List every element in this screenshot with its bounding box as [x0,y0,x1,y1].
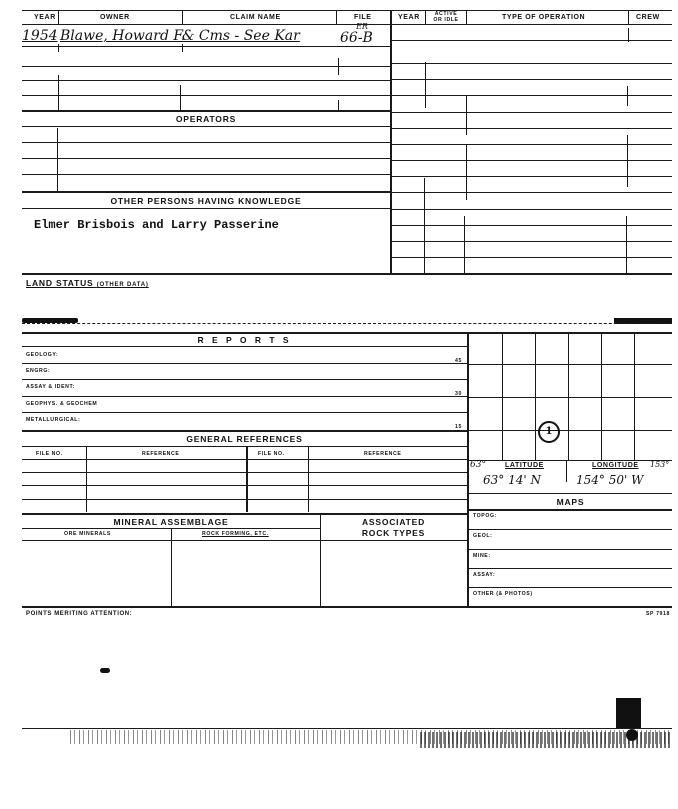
header-owner: OWNER [100,14,130,21]
row-line [392,176,672,177]
divider [628,28,629,42]
associated-label: ASSOCIATED [361,517,426,527]
row-line [392,128,672,129]
divider [57,128,58,192]
divider [627,135,628,187]
ore-minerals-label: ORE MINERALS [64,531,111,537]
row-line [22,273,672,275]
row-line [22,126,390,127]
ref-file-no-2: FILE NO. [258,451,285,457]
row-line [469,509,672,511]
row-line [22,446,467,447]
row-line [469,549,672,550]
latitude-label: LATITUDE [505,462,544,469]
points-meriting-attention: POINTS MERITING ATTENTION: [26,611,133,617]
associated-rock-types [320,517,467,539]
row-line [22,323,672,324]
rock-forming-label: ROCK FORMING, ETC. [202,531,269,537]
row-line [392,257,672,258]
land-status-title [26,278,149,288]
row-line [22,379,467,380]
entry-claim-name: & Cms - See Kar [182,28,300,44]
row-line [392,40,672,41]
header-active-or-idle [428,11,464,23]
row-line [469,587,672,588]
map-geol: GEOL: [473,533,493,539]
divider [425,11,426,25]
land-status-label: LAND STATUS [26,278,94,288]
ref-reference-2: REFERENCE [364,451,402,457]
other-persons-text: Elmer Brisbois and Larry Passerine [34,218,279,232]
or-idle-label: OR IDLE [433,17,459,23]
row-line [22,412,467,413]
row-line [22,606,672,608]
row-line [392,160,672,161]
row-line [22,499,467,500]
entry-year: 1954 [22,28,58,44]
row-line [22,95,390,96]
row-line [392,225,672,226]
row-line [22,158,390,159]
active-label: ACTIVE [434,11,458,17]
report-geology: GEOLOGY: [26,352,59,358]
entry-file-superscript: ER [356,22,368,31]
lat-prefix: 63° [470,460,486,470]
divider [246,446,248,512]
divider [425,62,426,108]
divider [58,44,59,52]
row-line [392,192,672,193]
ref-reference-1: REFERENCE [142,451,180,457]
row-line [22,80,390,81]
scan-edge-line [22,728,672,729]
map-other: OTHER (& PHOTOS) [473,591,533,597]
row-line [22,430,467,432]
header-year-2: YEAR [398,14,420,21]
scan-blot [626,729,638,741]
row-line [22,46,390,47]
rock-types-label: ROCK TYPES [361,528,426,538]
scan-black-square [616,698,641,728]
map-topog: TOPOG: [473,513,497,519]
report-geophys: GEOPHYS. & GEOCHEM [26,401,98,407]
row-line [22,540,467,541]
divider [424,178,425,273]
longitude-value: 154° 50' W [576,473,644,487]
header-year: YEAR [34,14,56,21]
mineral-assemblage-title: MINERAL ASSEMBLAGE [113,517,229,527]
form-number: SP 7918 [646,611,671,617]
header-crew: CREW [636,14,660,21]
operators-title: OPERATORS [175,114,237,124]
row-line [22,142,390,143]
divider [308,446,309,512]
row-line [22,459,467,460]
divider [86,446,87,512]
row-line [22,472,467,473]
header-claim-name: CLAIM NAME [230,14,281,21]
general-references-title: GENERAL REFERENCES [186,434,303,444]
location-circle-mark: 1 [538,421,560,443]
scan-speck [100,668,110,673]
row-line [22,174,390,175]
row-line [22,110,390,112]
divider [466,95,467,135]
grid-line [469,430,672,431]
divider [464,216,465,273]
report-assay-num: 30 [455,391,462,397]
divider [58,11,59,25]
location-grid [469,333,672,460]
reports-title: R E P O R T S [197,335,292,345]
report-engrg: ENGRG: [26,368,51,374]
grid-line [469,364,672,365]
row-line [22,208,390,209]
land-status-subtitle: (OTHER DATA) [96,282,149,288]
other-persons-title: OTHER PERSONS HAVING KNOWLEDGE [110,196,302,206]
long-suffix: 153° [650,460,670,469]
row-line [392,63,672,64]
latitude-value: 63° 14' N [483,473,541,487]
header-bottom-line [22,24,672,25]
row-line [392,209,672,210]
report-geology-num: 45 [455,358,462,364]
divider [466,11,467,25]
map-mine: MINE: [473,553,491,559]
header-type-of-operation: TYPE OF OPERATION [502,14,586,21]
ref-file-no-1: FILE NO. [36,451,63,457]
header-file: FILE [354,14,372,21]
row-line [469,568,672,569]
row-line [392,95,672,96]
divider [566,460,567,482]
row-line [22,346,467,347]
divider [336,11,337,25]
row-line [392,144,672,145]
row-line [22,396,467,397]
row-line [22,191,390,193]
report-metallurgical: METALLURGICAL: [26,417,81,423]
divider [58,75,59,110]
maps-title: MAPS [556,497,585,507]
row-line [22,66,390,67]
row-line [22,363,467,364]
grid-line [469,397,672,398]
report-assay: ASSAY & IDENT: [26,384,76,390]
row-line [22,485,467,486]
divider [627,86,628,106]
row-line [392,79,672,80]
divider [180,85,181,110]
divider [338,58,339,75]
divider [338,100,339,110]
report-metallurgical-num: 15 [455,424,462,430]
divider [182,11,183,25]
entry-file: 66-B [340,30,373,46]
row-line [392,112,672,113]
divider [626,216,627,273]
header-top-line [22,10,672,11]
row-line [392,241,672,242]
row-line [469,529,672,530]
row-line [469,460,672,461]
divider [628,11,629,25]
row-line [22,513,467,515]
divider [466,145,467,200]
longitude-label: LONGITUDE [592,462,639,469]
main-vertical-divider [390,10,392,275]
row-line [469,493,672,494]
entry-owner: Blawe, Howard F. [60,28,186,44]
map-assay: ASSAY: [473,572,496,578]
divider [182,44,183,52]
